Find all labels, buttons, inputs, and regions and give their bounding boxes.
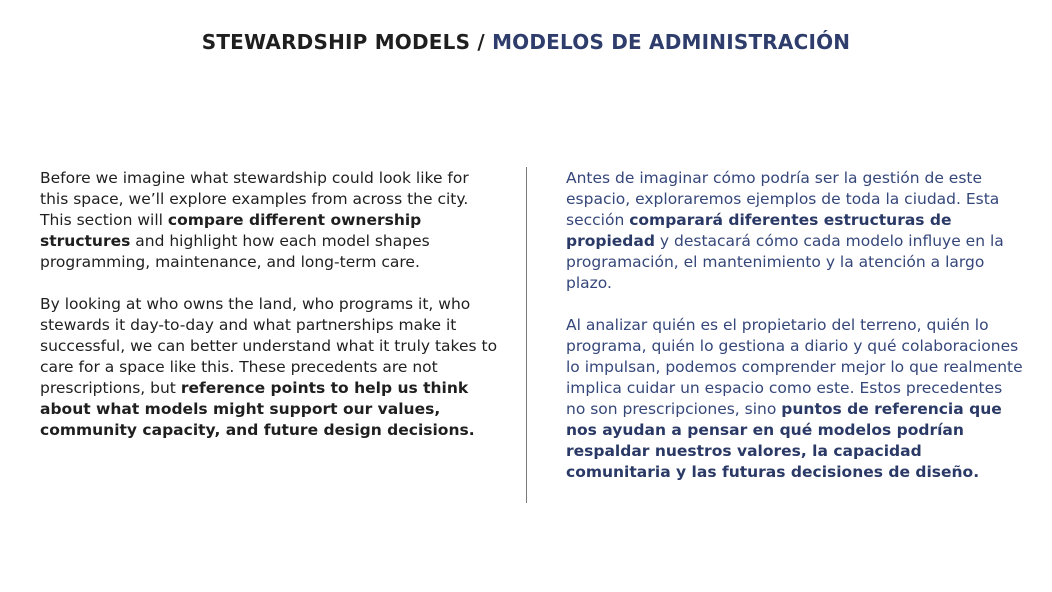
english-p2-text-a: By looking at who owns the land, who programs it, who stewards it day-to-day and what partnerships make it successful, we can better understand what it truly takes to care for a space like this. These precedents are not prescriptions, but xyxy=(40,295,498,397)
english-paragraph-2 xyxy=(40,294,498,441)
english-column xyxy=(40,168,498,462)
spanish-paragraph-1 xyxy=(566,168,1026,294)
english-paragraph-1 xyxy=(40,168,498,273)
page-title xyxy=(0,30,1052,54)
english-p1-text-b: and highlight how each model shapes programming, maintenance, and long-term care. xyxy=(40,232,430,271)
spanish-p2-text-a: Al analizar quién es el propietario del terreno, quién lo programa, quién lo gestiona a diario y qué colaboraciones lo impulsan, podemos comprender mejor lo que realmente implica cuidar un espacio como este. Estos precedentes no son prescripciones, sino xyxy=(566,316,1023,418)
title-english: STEWARDSHIP MODELS xyxy=(201,30,471,54)
spanish-p1-text-b: y destacará cómo cada modelo influye en la programación, el mantenimiento y la atención a largo plazo. xyxy=(566,232,1004,292)
spanish-column xyxy=(566,168,1026,504)
spanish-p1-bold: comparará diferentes estructuras de propiedad xyxy=(566,211,952,250)
spanish-p2-bold: puntos de referencia que nos ayudan a pensar en qué modelos podrían respaldar nuestros valores, la capacidad comunitaria y las futuras decisiones de diseño. xyxy=(566,400,1002,481)
spanish-p1-text-a: Antes de imaginar cómo podría ser la gestión de este espacio, exploraremos ejemplos de toda la ciudad. Esta sección xyxy=(566,169,1000,229)
english-p2-bold: reference points to help us think about what models might support our values, community capacity, and future design decisions. xyxy=(40,379,475,439)
english-p1-bold: compare different ownership structures xyxy=(40,211,422,250)
spanish-paragraph-2 xyxy=(566,315,1026,483)
title-separator: / xyxy=(470,30,493,54)
column-divider xyxy=(526,167,527,503)
title-spanish: MODELOS DE ADMINISTRACIÓN xyxy=(492,30,851,54)
english-p1-text-a: Before we imagine what stewardship could look like for this space, we’ll explore examples from across the city. This section will xyxy=(40,169,469,229)
